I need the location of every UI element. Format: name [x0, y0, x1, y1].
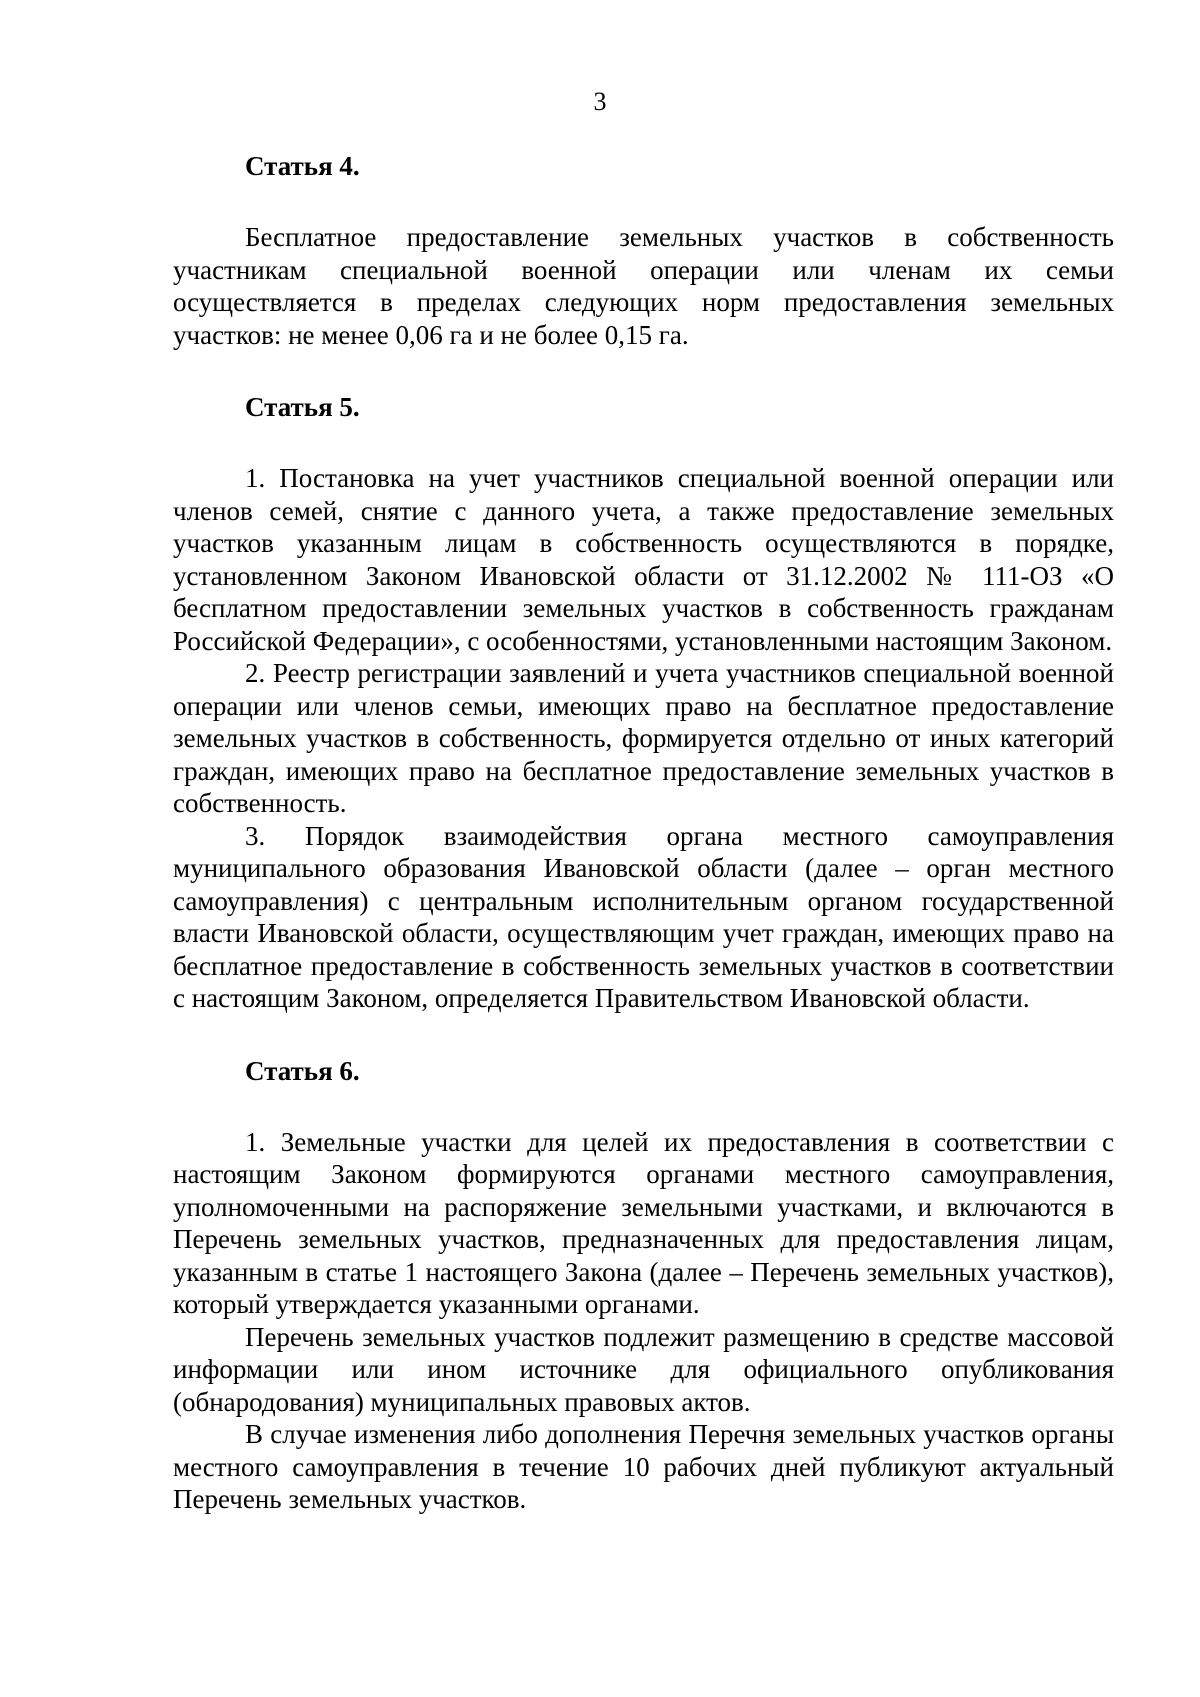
paragraph: 2. Реестр регистрации заявлений и учета участников специальной военной операции или членов семьи, имеющих право на бесплатное предоставление земельных участков в собственность, формируется отдельно от иных категорий граждан, имеющих право на бесплатное предоставление земельных участков в собственность.	[173, 658, 1114, 818]
paragraph: 3. Порядок взаимодействия органа местного самоуправления муниципального образования Ивановской области (далее – орган местного самоуправления) с центральным исполнительным органом государственной власти Ивановской области, осуществляющим учет граждан, имеющих право на бесплатное предоставление в собственность земельных участков в соответствии с настоящим Законом, определяется Правительством Ивановской области.	[173, 820, 1114, 1013]
article-heading: Статья 5.	[245, 392, 360, 422]
article-5	[173, 391, 1114, 1015]
article-heading: Статья 6.	[245, 1055, 360, 1086]
article-4	[173, 150, 1114, 351]
page-number: 3	[593, 87, 607, 116]
article-6	[173, 1055, 1114, 1516]
paragraph: 1. Земельные участки для целей их предоставления в соответствии с настоящим Законом формируются органами местного самоуправления, уполномоченными на распоряжение земельными участками, и включаются в Перечень земельных участков, предназначенных для предоставления лицам, указанным в статье 1 настоящего Закона (далее – Перечень земельных участков), который утверждается указанными органами.	[173, 1126, 1114, 1319]
document-body	[173, 150, 1114, 1516]
paragraph: 1. Постановка на учет участников специальной военной операции или членов семей, снятие с данного учета, а также предоставление земельных участков указанным лицам в собственность осуществляются в порядке, установленном Законом Ивановской области от 31.12.2002 № 111-ОЗ «О бесплатном предоставлении земельных участков в собственность гражданам Российской Федерации», с особенностями, установленными настоящим Законом.	[173, 463, 1114, 656]
paragraph: Перечень земельных участков подлежит размещению в средстве массовой информации или ином источнике для официального опубликования (обнародования) муниципальных правовых актов.	[173, 1321, 1114, 1417]
article-heading: Статья 4.	[245, 151, 360, 181]
paragraph: В случае изменения либо дополнения Перечня земельных участков органы местного самоуправления в течение 10 рабочих дней публикуют актуальный Перечень земельных участков.	[173, 1419, 1114, 1514]
paragraph: Бесплатное предоставление земельных участков в собственность участникам специальной военной операции или членам их семьи осуществляется в пределах следующих норм предоставления земельных участков: не менее 0,06 га и не более 0,15 га.	[173, 222, 1114, 350]
